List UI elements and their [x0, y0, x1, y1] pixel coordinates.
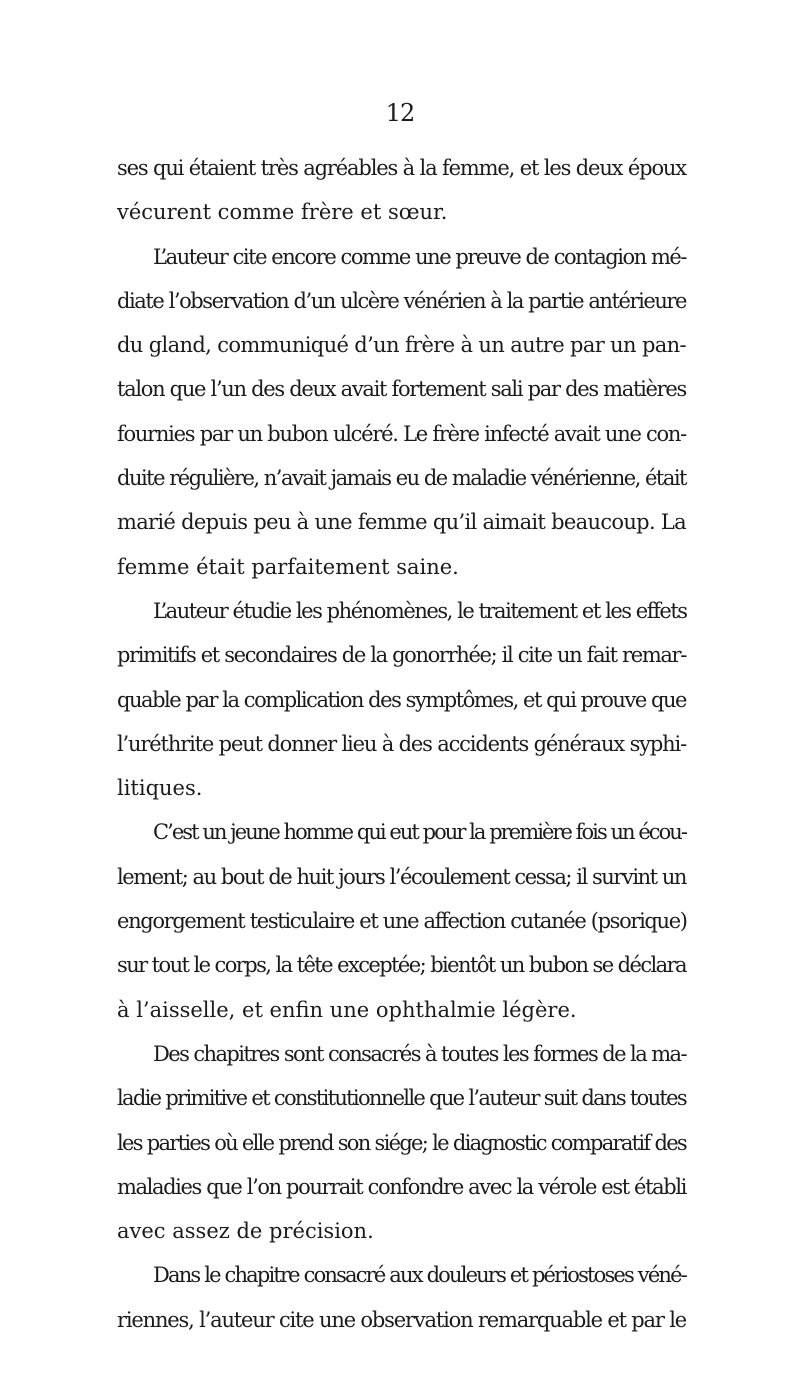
body-text [117, 146, 686, 1342]
text-line: femme était parfaitement saine. [117, 554, 459, 579]
text-line: les parties où elle prend son siége; le diagnostic comparatif des [117, 1130, 686, 1155]
text-line: duite régulière, n’avait jamais eu de maladie vénérienne, était [117, 466, 686, 491]
paragraph [117, 810, 686, 1031]
text-line: C’est un jeune homme qui eut pour la première fois un écou- [153, 820, 686, 845]
text-line: riennes, l’auteur cite une observation remarquable et par le [117, 1307, 686, 1332]
text-line: quable par la complication des symptômes, et qui prouve que [117, 687, 687, 712]
text-line: ses qui étaient très agréables à la femme, et les deux époux [117, 156, 686, 180]
page-number: 12 [385, 99, 415, 127]
text-line: fournies par un bubon ulcéré. Le frère infecté avait une con- [117, 421, 686, 446]
paragraph [117, 146, 686, 235]
text-line: du gland, communiqué d’un frère à un autre par un pan- [117, 333, 686, 358]
text-line: à l’aisselle, et enfin une ophthalmie légère. [117, 997, 577, 1022]
text-line: ladie primitive et constitutionnelle que l’auteur suit dans toutes [117, 1086, 686, 1111]
text-line: L’auteur cite encore comme une preuve de contagion mé- [153, 244, 686, 269]
text-line: vécurent comme frère et sœur. [117, 200, 448, 225]
text-line: avec assez de précision. [117, 1219, 374, 1244]
text-line: lement; au bout de huit jours l’écoulement cessa; il survint un [117, 864, 687, 889]
text-line: diate l’observation d’un ulcère vénérien à la partie antérieure [117, 288, 686, 313]
text-line: litiques. [117, 776, 203, 801]
text-line: L’auteur étudie les phénomènes, le traitement et les effets [153, 598, 687, 623]
text-line: talon que l’un des deux avait fortement sali par des matières [117, 377, 686, 402]
text-line: engorgement testiculaire et une affection cutanée (psorique) [117, 909, 687, 934]
text-line: Des chapitres sont consacrés à toutes les formes de la ma- [153, 1041, 686, 1066]
paragraph [117, 235, 686, 589]
text-line: sur tout le corps, la tête exceptée; bientôt un bubon se déclara [117, 953, 686, 978]
text-line: l’uréthrite peut donner lieu à des accidents généraux syphi- [117, 731, 686, 756]
text-line: primitifs et secondaires de la gonorrhée; il cite un fait remar- [117, 643, 686, 668]
text-line: maladies que l’on pourrait confondre avec la vérole est établi [117, 1174, 686, 1199]
text-line: Dans le chapitre consacré aux douleurs et périostoses véné- [153, 1263, 687, 1288]
paragraph [117, 1253, 686, 1342]
paragraph [117, 589, 686, 810]
text-line: marié depuis peu à une femme qu’il aimait beaucoup. La [117, 510, 686, 535]
paragraph [117, 1032, 686, 1253]
